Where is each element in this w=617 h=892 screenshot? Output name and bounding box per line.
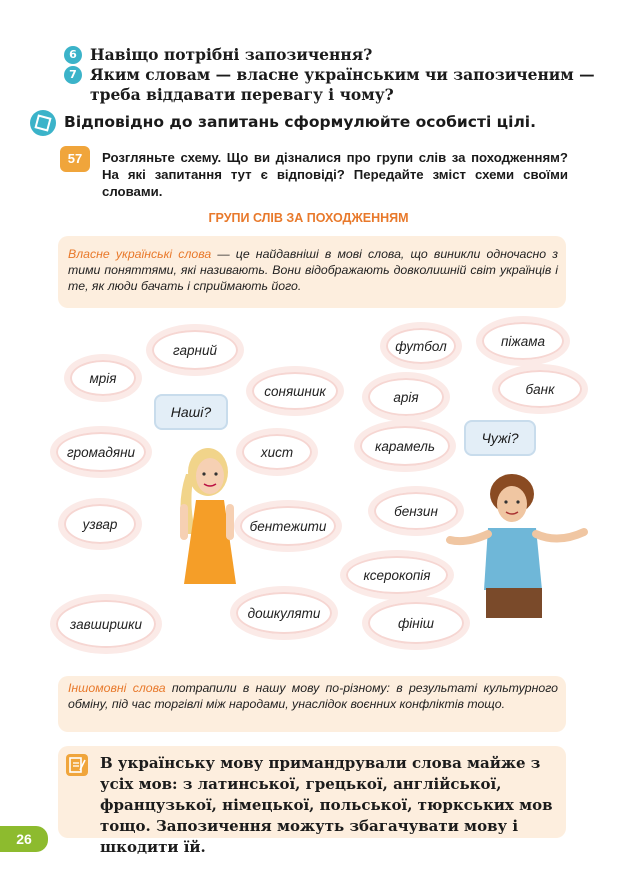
word-cloud: бензин [374, 492, 458, 530]
native-words-definition-box [58, 236, 566, 308]
foreign-words-definition-box [58, 676, 566, 732]
word-cloud: гарний [152, 330, 238, 370]
exercise-text: Розгляньте схему. Що ви дізналися про групи слів за походженням? На які запитання тут є відповіді? Передайте зміст схеми своїми словами. [102, 150, 568, 199]
word-cloud: футбол [386, 328, 456, 364]
word-cloud: піжама [482, 322, 564, 360]
word-cloud: узвар [64, 504, 136, 544]
word-cloud: арія [368, 378, 444, 416]
word-cloud: громадяни [56, 432, 146, 472]
scheme-title: ГРУПИ СЛІВ ЗА ПОХОДЖЕННЯМ [208, 211, 409, 225]
word-cloud: мрія [70, 360, 136, 396]
boy-illustration [446, 470, 596, 620]
goal-icon [30, 110, 56, 136]
question-7-text-line1: Яким словам — власне українським чи запозиченим — [90, 65, 595, 84]
native-words-definition: — це найдавніші в мові слова, що виникли одночасно з тими поняттями, які називають. Вони відображають довколишній світ українців і те, як люди бачать і сприймають його. [68, 247, 559, 293]
question-number-7: 7 [64, 66, 82, 84]
word-cloud: фініш [368, 602, 464, 644]
word-cloud: ксерокопія [346, 556, 448, 594]
girl-illustration [166, 444, 250, 594]
word-cloud: соняшник [252, 372, 338, 410]
word-cloud: карамель [360, 426, 450, 466]
page-number: 26 [0, 826, 48, 852]
boy-speech-bubble: Чужі? [464, 420, 536, 456]
question-number-6: 6 [64, 46, 82, 64]
word-cloud: бентежити [240, 506, 336, 546]
exercise-number: 57 [60, 146, 90, 172]
word-cloud: хист [242, 434, 312, 470]
word-cloud: дошкуляти [236, 592, 332, 634]
girl-speech-bubble: Наші? [154, 394, 228, 430]
note-text: В українську мову примандрували слова майже з усіх мов: з латинської, грецької, англійської, французької, німецької, польської, тюркських мов тощо. Запозичення можуть збагачувати мову і шкодити їй. [100, 754, 553, 856]
foreign-words-term: Іншомовні слова [68, 681, 166, 695]
word-cloud: завширшки [56, 600, 156, 648]
native-words-term: Власне українські слова [68, 247, 212, 261]
question-6-text: Навіщо потрібні запозичення? [90, 45, 373, 64]
note-icon [66, 754, 88, 776]
goal-text: Відповідно до запитань сформулюйте особисті цілі. [64, 113, 537, 131]
foreign-words-definition: потрапили в нашу мову по-різному: в результаті культурного обміну, під час торгівлі між народами, унаслідок воєнних конфліктів тощо. [68, 681, 558, 711]
question-7-text-line2: треба віддавати перевагу і чому? [90, 85, 394, 104]
word-cloud: банк [498, 370, 582, 408]
